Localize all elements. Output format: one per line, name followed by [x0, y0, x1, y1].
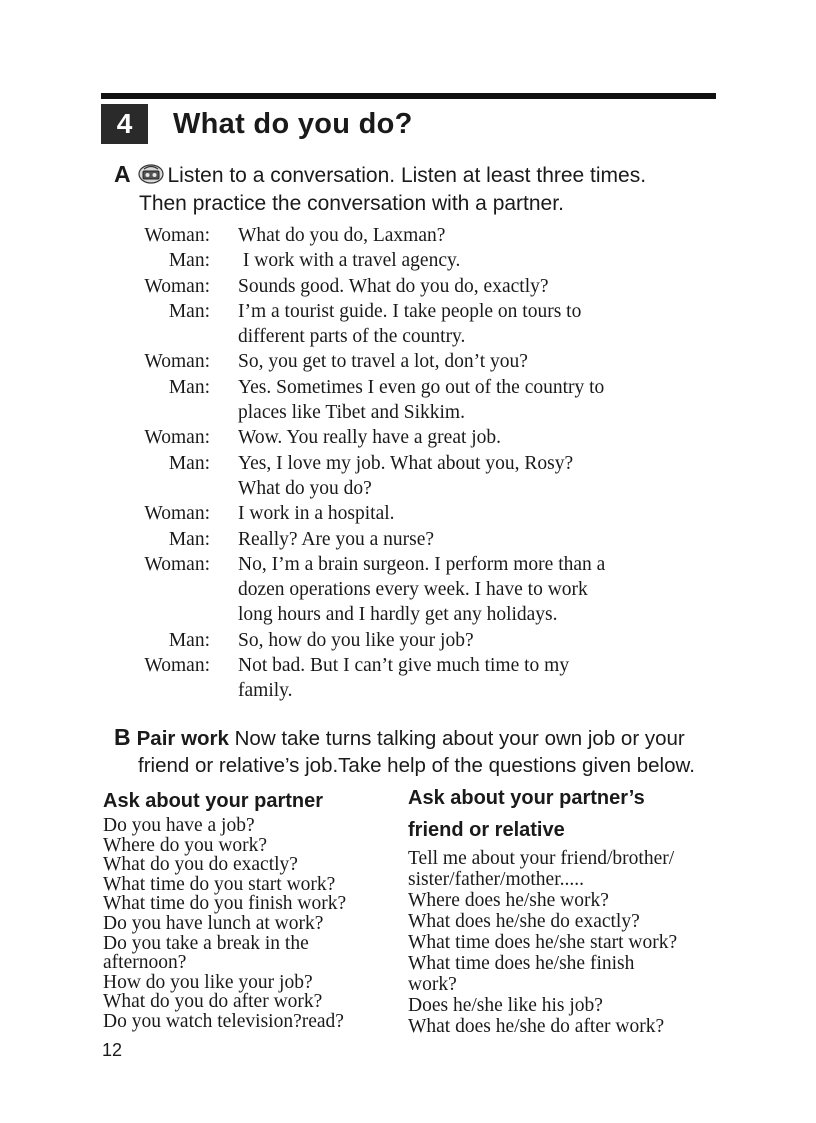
section-b-line-1: Now take turns talking about your own job or your [234, 727, 685, 750]
section-a-line-2: Then practice the conversation with a partner. [139, 192, 564, 215]
dialog-text: dozen operations every week. I have to work [238, 579, 588, 601]
question-item: Do you have a job? [103, 815, 255, 836]
dialog-text: I’m a tourist guide. I take people on tours to [238, 300, 582, 322]
question-item: afternoon? [103, 952, 187, 974]
speaker-label [124, 400, 210, 425]
dialog-text: different parts of the country. [238, 326, 466, 348]
dialog-text: Sounds good. What do you do, exactly? [238, 275, 549, 297]
dialog-line [124, 324, 744, 349]
dialog-text: So, how do you like your job? [238, 629, 474, 651]
question-item: What time do you finish work? [103, 893, 347, 915]
question-item: work? [408, 974, 457, 995]
speaker-label: Woman: [144, 351, 210, 373]
page-number: 12 [102, 1040, 123, 1060]
speaker-label [124, 577, 210, 602]
dialog-text: No, I’m a brain surgeon. I perform more than a [238, 553, 606, 575]
dialog-text: What do you do, Laxman? [238, 225, 446, 246]
speaker-label: Man: [168, 452, 210, 474]
question-item: Where does he/she work? [408, 890, 609, 911]
dialog-text: Wow. You really have a great job. [238, 427, 502, 449]
question-item: What time do you start work? [103, 873, 336, 895]
dialog-text: I work with a travel agency. [238, 250, 461, 272]
speaker-label [124, 324, 210, 349]
dialog-line [124, 476, 744, 501]
section-b-instructions [114, 724, 804, 779]
section-a-letter: A [114, 161, 131, 187]
question-item: Where do you work? [103, 834, 268, 856]
dialog-line [124, 678, 744, 703]
dialog-line [124, 248, 744, 273]
speaker-label: Woman: [144, 553, 210, 575]
conversation-dialog [124, 223, 744, 704]
relative-questions-heading-line-2: friend or relative [408, 819, 565, 841]
dialog-text: So, you get to travel a lot, don’t you? [238, 351, 528, 373]
partner-questions-column [103, 786, 403, 1032]
speaker-label: Woman: [144, 655, 210, 677]
speaker-label: Man: [168, 528, 210, 550]
dialog-line [124, 349, 744, 374]
dialog-line [124, 552, 744, 577]
speaker-label [124, 678, 210, 703]
dialog-line [124, 299, 744, 324]
dialog-line [124, 527, 744, 552]
speaker-label: Woman: [144, 427, 210, 449]
section-a-line-1: Listen to a conversation. Listen at least three times. [167, 164, 647, 187]
dialog-text: I work in a hospital. [238, 503, 395, 525]
dialog-text: Yes, I love my job. What about you, Rosy? [238, 452, 574, 474]
dialog-line [124, 628, 744, 653]
dialog-line [124, 653, 744, 678]
question-item: What time does he/she finish [408, 953, 635, 974]
question-item: What does he/she do after work? [408, 1016, 665, 1037]
question-item: sister/father/mother..... [408, 869, 584, 890]
dialog-text: long hours and I hardly get any holidays. [238, 604, 558, 626]
question-item: What does he/she do exactly? [408, 911, 640, 932]
question-item: What do you do exactly? [103, 854, 298, 876]
question-item: What time does he/she start work? [408, 932, 678, 953]
dialog-text: places like Tibet and Sikkim. [238, 402, 465, 424]
dialog-line [124, 602, 744, 627]
speaker-label: Man: [168, 300, 210, 322]
speaker-label: Woman: [144, 503, 210, 525]
speaker-label [124, 476, 210, 501]
pair-work-label: Pair work [136, 727, 229, 750]
dialog-text: What do you do? [238, 477, 372, 499]
speaker-label: Woman: [144, 275, 210, 297]
dialog-text: family. [238, 680, 293, 702]
dialog-text: Yes. Sometimes I even go out of the country to [238, 376, 605, 398]
dialog-line [124, 425, 744, 450]
unit-number-badge: 4 [101, 104, 148, 144]
question-item: What do you do after work? [103, 991, 323, 1013]
dialog-line [124, 451, 744, 476]
section-b-letter: B [114, 724, 131, 750]
dialog-text: Not bad. But I can’t give much time to my [238, 655, 570, 677]
dialog-text: Really? Are you a nurse? [238, 528, 435, 550]
audio-cassette-icon [138, 163, 164, 185]
partner-questions-heading: Ask about your partner [103, 790, 324, 812]
speaker-label: Man: [168, 376, 210, 398]
section-b-line-2: friend or relative’s job.Take help of the questions given below. [138, 754, 695, 777]
speaker-label: Man: [168, 250, 210, 272]
dialog-line [124, 501, 744, 526]
speaker-label [124, 602, 210, 627]
relative-questions-column [408, 784, 748, 1037]
unit-heading [101, 104, 413, 144]
relative-questions-heading-line-1: Ask about your partner’s [408, 787, 645, 809]
unit-title: What do you do? [173, 107, 413, 140]
dialog-line [124, 375, 744, 400]
question-item: Tell me about your friend/brother/ [408, 848, 675, 869]
question-item: Do you watch television?read? [103, 1010, 344, 1032]
dialog-line [124, 223, 744, 248]
dialog-line [124, 577, 744, 602]
dialog-line [124, 274, 744, 299]
speaker-label: Woman: [144, 225, 210, 246]
dialog-line [124, 400, 744, 425]
section-a-instructions [114, 160, 794, 218]
question-item: Does he/she like his job? [408, 995, 603, 1016]
speaker-label: Man: [168, 629, 210, 651]
question-item: How do you like your job? [103, 971, 313, 993]
question-item: Do you have lunch at work? [103, 912, 324, 934]
top-rule [101, 93, 716, 99]
question-item: Do you take a break in the [103, 932, 309, 954]
